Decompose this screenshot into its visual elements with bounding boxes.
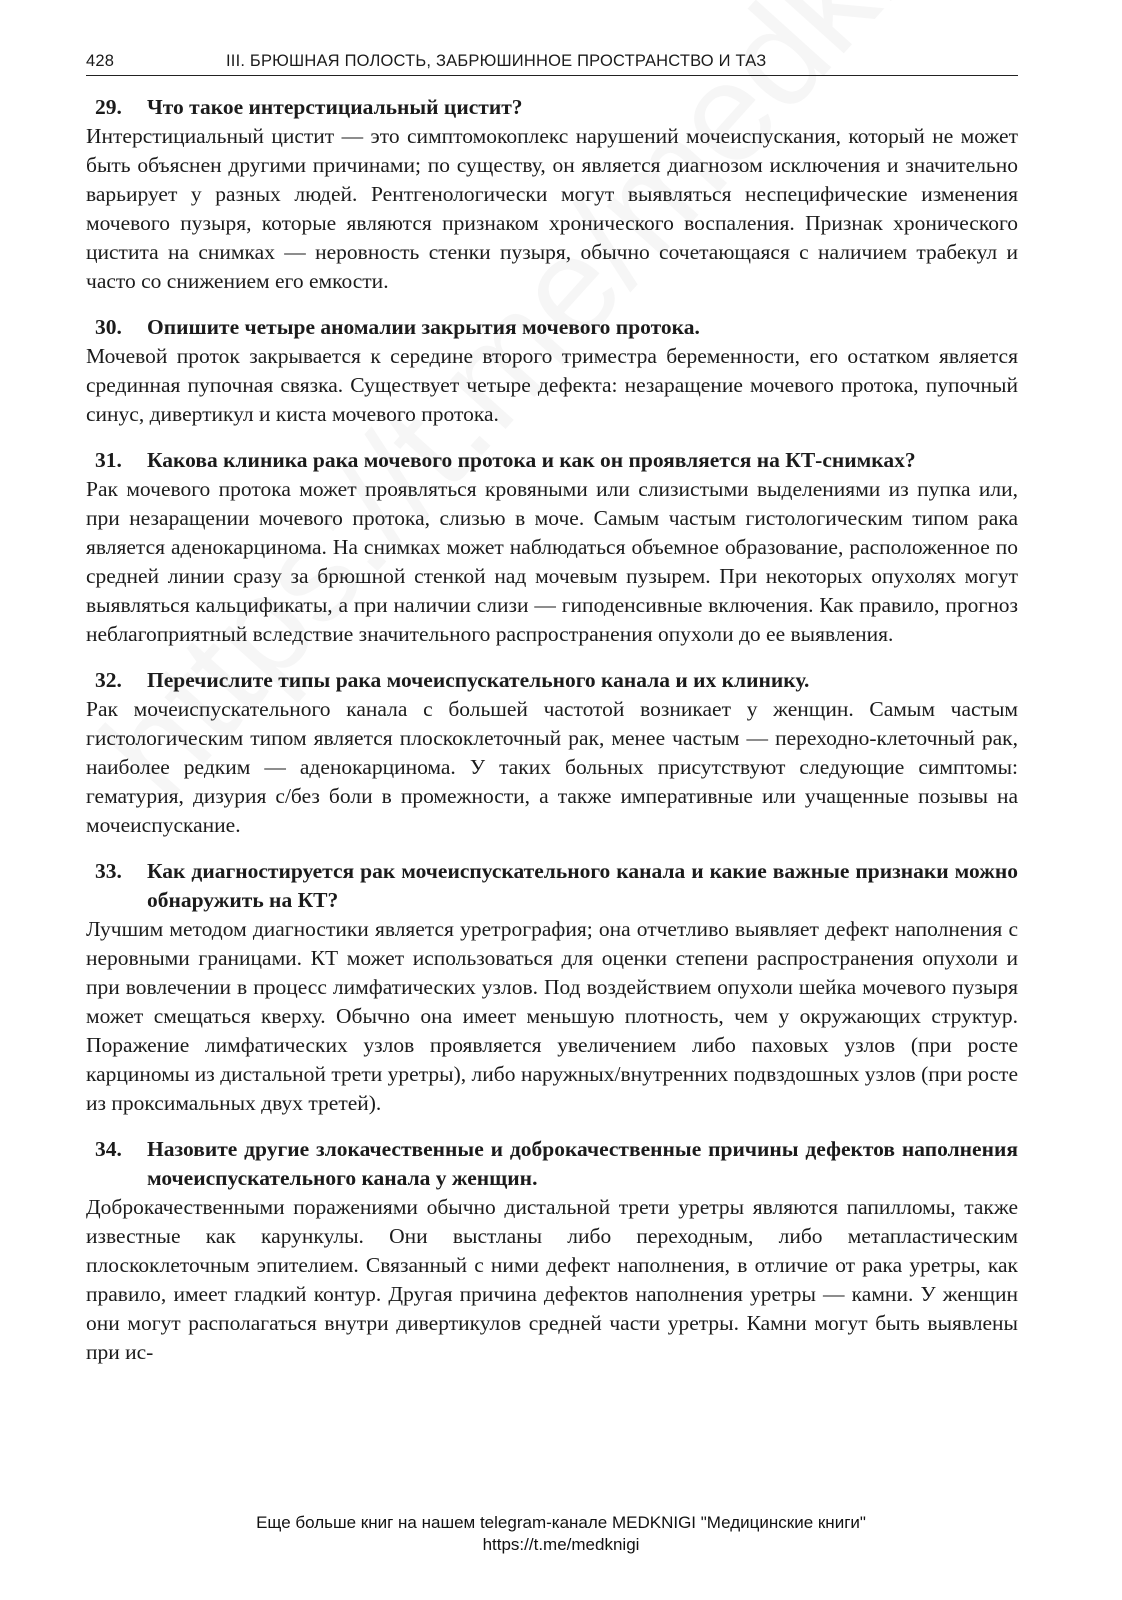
answer-text: Рак мочеиспускательного канала с большей частотой возникает у женщин. Самым частым гистологическим типом является плоскоклеточный рак, менее частым — переходно-клеточный рак, наиболее редким — аденокарцинома. У таких больных присутствуют следующие симптомы: гематурия, дизурия с/без боли в промежности, а также императивные или учащенные позывы на мочеиспускание.	[86, 697, 1018, 837]
question	[86, 1135, 1018, 1193]
running-header	[86, 52, 1018, 76]
answer-text: Доброкачественными поражениями обычно дистальной трети уретры являются папилломы, также известные как карункулы. Они выстланы либо переходным, либо метапластическим плоскоклеточным эпителием. Связанный с ними дефект наполнения, в отличие от рака уретры, как правило, имеет гладкий контур. Другая причина дефектов наполнения уретры — камни. У женщин они могут располагаться внутри дивертикулов средней части уретры. Камни могут быть выявлены при ис-	[86, 1195, 1018, 1364]
answer-text: Мочевой проток закрывается к середине второго триместра беременности, его остатком является срединная пупочная связка. Существует четыре дефекта: незаращение мочевого протока, пупочный синус, дивертикул и киста мочевого протока.	[86, 344, 1018, 426]
question-text: Какова клиника рака мочевого протока и как он проявляется на КТ-снимках?	[147, 448, 916, 472]
page-number: 428	[86, 52, 115, 70]
section-32	[86, 666, 1018, 840]
section-34	[86, 1135, 1018, 1367]
question	[86, 666, 1018, 695]
question-number: 30.	[95, 315, 122, 339]
section-29	[86, 93, 1018, 296]
question	[86, 93, 1018, 122]
section-30	[86, 313, 1018, 429]
question	[86, 446, 1018, 475]
answer-text: Лучшим методом диагностики является уретрография; она отчетливо выявляет дефект наполнения с неровными границами. КТ может использоваться для оценки степени распространения опухоли и при вовлечении в процесс лимфатических узлов. Под воздействием опухоли шейка мочевого пузыря может смещаться кверху. Обычно она имеет меньшую плотность, чем у окружающих структур. Поражение лимфатических узлов проявляется увеличением либо паховых узлов (при росте карциномы из дистальной трети уретры), либо наружных/внутренних подвздошных узлов (при росте из проксимальных двух третей).	[86, 917, 1018, 1115]
question-number: 33.	[95, 859, 122, 883]
section-31	[86, 446, 1018, 649]
footer	[0, 1512, 1122, 1556]
question	[86, 313, 1018, 342]
section-33	[86, 857, 1018, 1118]
question-number: 31.	[95, 448, 122, 472]
footer-link[interactable]: https://t.me/medknigi	[482, 1535, 640, 1554]
footer-promo-text: Еще больше книг на нашем telegram-канале MEDKNIGI "Медицинские книги"	[256, 1513, 866, 1532]
question-text: Как диагностируется рак мочеиспускательного канала и какие важные признаки можно обнаружить на КТ?	[147, 859, 1018, 912]
question-number: 32.	[95, 668, 122, 692]
answer-text: Интерстициальный цистит — это симптомокоплекс нарушений мочеиспускания, который не может быть объяснен другими причинами; по существу, он является диагнозом исключения и значительно варьирует у разных людей. Рентгенологически могут выявляться неспецифические изменения мочевого пузыря, которые являются признаком хронического воспаления. Признак хронического цистита на снимках — неровность стенки пузыря, обычно сочетающаяся с наличием трабекул и часто со снижением его емкости.	[86, 124, 1018, 293]
answer-text: Рак мочевого протока может проявляться кровяными или слизистыми выделениями из пупка или, при незаращении мочевого протока, слизью в моче. Самым частым гистологическим типом рака является аденокарцинома. На снимках может наблюдаться объемное образование, расположенное по средней линии сразу за брюшной стенкой над мочевым пузырем. При некоторых опухолях могут выявляться кальцификаты, а при наличии слизи — гиподенсивные включения. Как правило, прогноз неблагоприятный вследствие значительного распространения опухоли до ее выявления.	[86, 477, 1018, 646]
question-text: Опишите четыре аномалии закрытия мочевого протока.	[147, 315, 700, 339]
question-number: 29.	[95, 95, 122, 119]
question-text: Перечислите типы рака мочеиспускательного канала и их клинику.	[147, 668, 810, 692]
question	[86, 857, 1018, 915]
book-page	[86, 52, 1018, 1367]
running-title: III. БРЮШНАЯ ПОЛОСТЬ, ЗАБРЮШИННОЕ ПРОСТРАНСТВО И ТАЗ	[226, 52, 767, 70]
question-text: Назовите другие злокачественные и доброкачественные причины дефектов наполнения мочеиспускательного канала у женщин.	[147, 1137, 1018, 1190]
question-number: 34.	[95, 1137, 122, 1161]
question-text: Что такое интерстициальный цистит?	[147, 95, 523, 119]
